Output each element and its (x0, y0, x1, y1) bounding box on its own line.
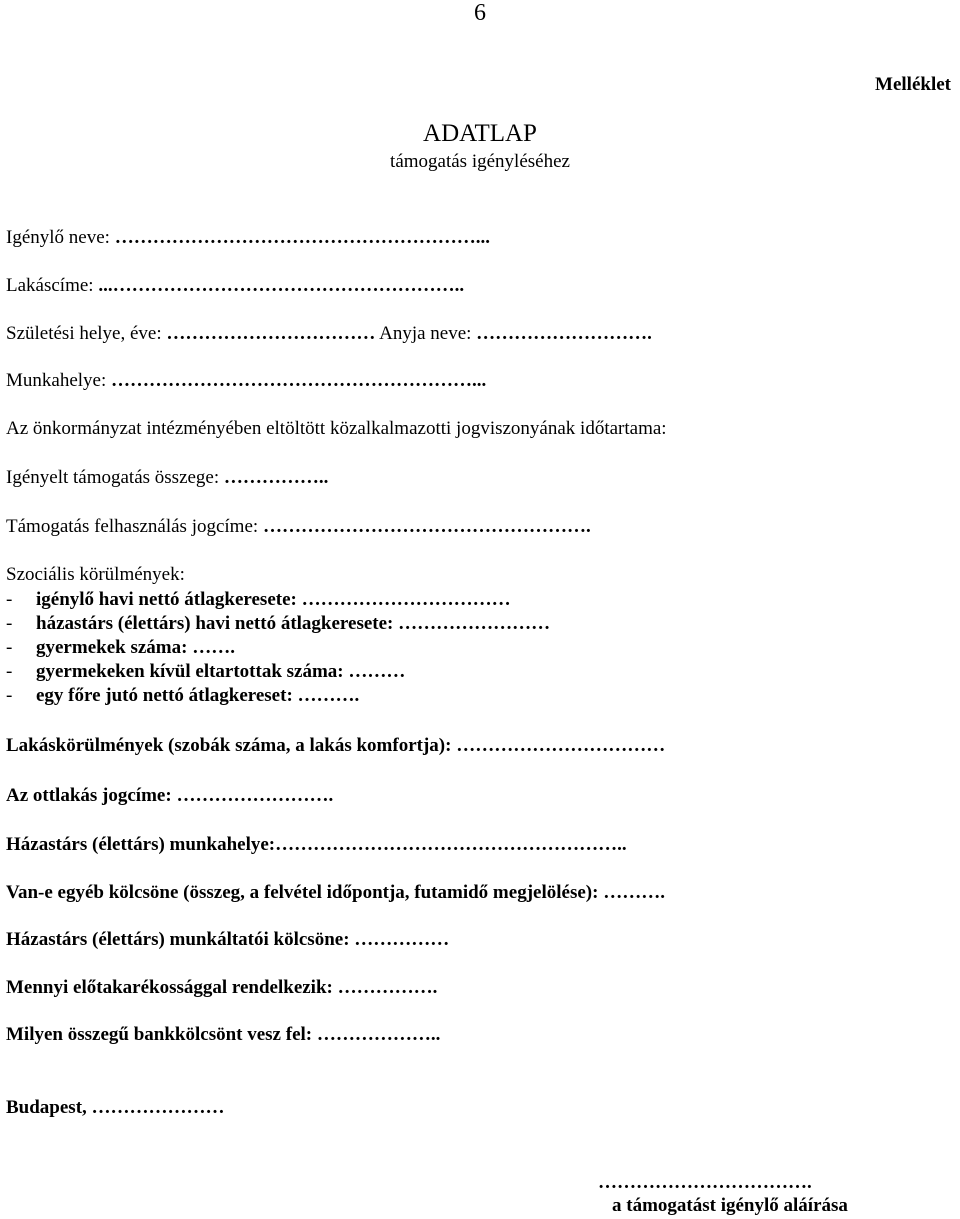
mother-label: Anyja neve: (379, 323, 472, 344)
social-item-label: igénylő havi nettó átlagkeresete: (36, 589, 297, 610)
other-loan-blank: ………. (603, 882, 665, 903)
mother-blank: ………………………. (476, 323, 652, 344)
social-item-blank: …………………………… (301, 589, 511, 610)
other-loan-row (6, 882, 665, 904)
birth-label: Születési helye, éve: (6, 323, 162, 344)
social-item (6, 685, 359, 707)
social-item-dash: - (6, 637, 13, 658)
document-title: ADATLAP (423, 120, 537, 147)
spouse-employer-loan-blank: …………… (354, 929, 450, 950)
employment-duration-label: Az önkormányzat intézményében eltöltött közalkalmazotti jogviszonyának időtartama: (6, 418, 667, 439)
residence-title-label: Az ottlakás jogcíme: (6, 785, 172, 806)
housing-conditions-label: Lakáskörülmények (szobák száma, a lakás komfortja): (6, 735, 452, 756)
bank-loan-label: Milyen összegű bankkölcsönt vesz fel: (6, 1024, 313, 1045)
place-label: Budapest, (6, 1097, 87, 1118)
purpose-blank: ……………………………………………. (262, 516, 591, 537)
social-heading: Szociális körülmények: (6, 564, 185, 585)
birth-blank: …………………………… (166, 323, 376, 344)
employment-duration-row (6, 418, 667, 440)
place-date-row (6, 1097, 225, 1119)
social-item-blank: ……… (348, 661, 406, 682)
social-item-dash: - (6, 613, 13, 634)
social-item-label: házastárs (élettárs) havi nettó átlagkeresete: (36, 613, 394, 634)
requested-amount-label: Igényelt támogatás összege: (6, 467, 220, 488)
spouse-employer-loan-row (6, 929, 449, 951)
purpose-label: Támogatás felhasználás jogcíme: (6, 516, 259, 537)
social-item-label: egy főre jutó nettó átlagkereset: (36, 685, 293, 706)
spouse-workplace-blank: ……………………………………………….. (275, 834, 627, 855)
address-row (6, 275, 464, 297)
social-item (6, 637, 235, 659)
document-subtitle: támogatás igényléséhez (390, 151, 570, 172)
other-loan-label: Van-e egyéb kölcsöne (összeg, a felvétel időpontja, futamidő megjelölése): (6, 882, 599, 903)
signature-label: a támogatást igénylő aláírása (612, 1195, 848, 1216)
social-item-blank: ……. (192, 637, 235, 658)
social-item-label: gyermekek száma: (36, 637, 188, 658)
bank-loan-row (6, 1024, 440, 1046)
date-blank: ………………… (91, 1097, 225, 1118)
savings-blank: ……………. (337, 977, 438, 998)
spouse-workplace-row (6, 834, 627, 856)
social-item-dash: - (6, 685, 13, 706)
address-blank: ...……………………………………………….. (98, 275, 465, 296)
social-item-blank: …………………… (398, 613, 551, 634)
workplace-row (6, 370, 486, 392)
bank-loan-blank: ……………….. (316, 1024, 441, 1045)
social-item-label: gyermekeken kívül eltartottak száma: (36, 661, 344, 682)
residence-title-blank: ……………………. (176, 785, 334, 806)
housing-conditions-blank: …………………………… (456, 735, 666, 756)
applicant-name-blank: …………………………………………………... (114, 227, 490, 248)
purpose-row (6, 516, 591, 538)
annex-label: Melléklet (875, 74, 951, 95)
signature-line: ……………………………. (598, 1172, 812, 1193)
social-item (6, 613, 550, 635)
requested-amount-blank: …………….. (223, 467, 329, 488)
applicant-name-label: Igénylő neve: (6, 227, 110, 248)
housing-conditions-row (6, 735, 665, 757)
workplace-label: Munkahelye: (6, 370, 107, 391)
spouse-workplace-label: Házastárs (élettárs) munkahelye: (6, 834, 276, 855)
social-item-dash: - (6, 661, 13, 682)
social-item (6, 589, 511, 611)
savings-label: Mennyi előtakarékossággal rendelkezik: (6, 977, 333, 998)
birth-mother-row (6, 323, 652, 345)
social-item (6, 661, 405, 683)
social-item-blank: ………. (297, 685, 360, 706)
applicant-name-row (6, 227, 490, 249)
social-item-dash: - (6, 589, 13, 610)
spouse-employer-loan-label: Házastárs (élettárs) munkáltatói kölcsöne: (6, 929, 350, 950)
page-number: 6 (474, 0, 486, 26)
savings-row (6, 977, 437, 999)
workplace-blank: …………………………………………………... (111, 370, 487, 391)
residence-title-row (6, 785, 333, 807)
requested-amount-row (6, 467, 328, 489)
address-label: Lakáscíme: (6, 275, 94, 296)
